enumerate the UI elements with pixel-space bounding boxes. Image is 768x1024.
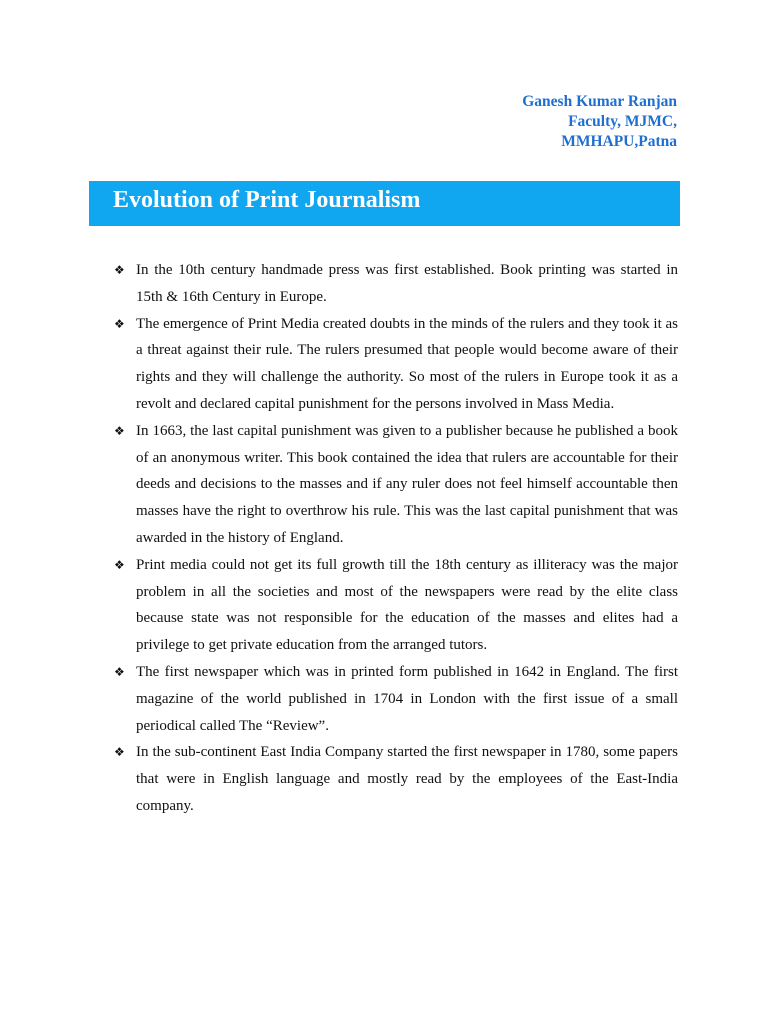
list-item — [114, 257, 678, 311]
list-item-text: In 1663, the last capital punishment was given to a publisher because he published a book of an anonymous writer. This book contained the idea that rulers are accountable for their deeds and decisions to the masses and if any ruler does not feel himself accountable then masses have the right to overthrow his rule. This was the last capital punishment that was awarded in the history of England. — [136, 422, 678, 546]
list-item — [114, 418, 678, 552]
list-item-text: In the 10th century handmade press was first established. Book printing was started in 15th & 16th Century in Europe. — [136, 262, 678, 305]
list-item-text: In the sub-continent East India Company started the first newspaper in 1780, some papers that were in English language and mostly read by the employees of the East-India company. — [136, 744, 678, 814]
diamond-bullet-icon: ❖ — [114, 557, 125, 572]
list-item — [114, 739, 678, 819]
author-institution: MMHAPU,Patna — [561, 133, 677, 150]
diamond-bullet-icon: ❖ — [114, 745, 125, 760]
author-position: Faculty, MJMC, — [568, 113, 677, 130]
author-block — [522, 92, 677, 152]
diamond-bullet-icon: ❖ — [114, 316, 125, 331]
list-item-text: The emergence of Print Media created doubts in the minds of the rulers and they took it as a threat against their rule. The rulers presumed that people would become aware of their rights and they will challenge the authority. So most of the rulers in Europe took it as a revolt and declared capital punishment for the persons involved in Mass Media. — [136, 315, 678, 412]
list-item — [114, 659, 678, 739]
diamond-bullet-icon: ❖ — [114, 423, 125, 438]
author-name: Ganesh Kumar Ranjan — [522, 93, 677, 110]
diamond-bullet-icon: ❖ — [114, 664, 125, 679]
diamond-bullet-icon: ❖ — [114, 263, 125, 277]
list-item — [114, 552, 678, 659]
title-banner — [89, 181, 680, 226]
list-item-text: Print media could not get its full growth till the 18th century as illiteracy was the major problem in all the societies and most of the newspapers were read by the elite class because state was not responsible for the education of the masses and elites had a privilege to get private education from the arranged tutors. — [136, 556, 678, 654]
bullet-list — [114, 257, 678, 820]
list-item — [114, 311, 678, 418]
list-item-text: The first newspaper which was in printed form published in 1642 in England. The first magazine of the world published in 1704 in London with the first issue of a small periodical called The “Review”. — [136, 663, 678, 734]
document-title: Evolution of Print Journalism — [113, 187, 421, 213]
